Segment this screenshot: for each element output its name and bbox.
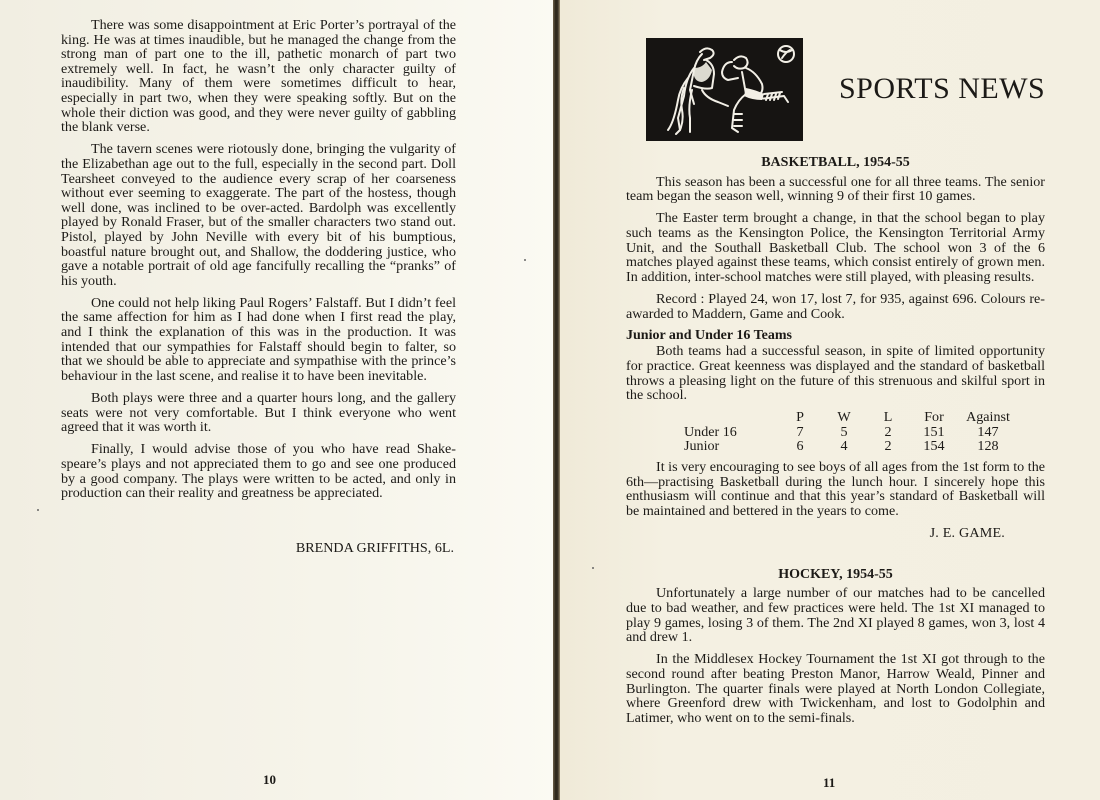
sports-illustration-svg <box>646 38 803 141</box>
basketball-paragraph: This season has been a successful one for all three teams. The senior team began the season well, winning 9 of their first 10 games. <box>626 173 1045 205</box>
article-paragraph: There was some disappointment at Eric Porter’s portrayal of the king. He was at times inaudible, but he managed the change from the strong man of part one to the ill, pathetic monarch of part two extremely well. In fact, he wasn’t the only character guilty of inaudibility. Many of them were sometimes difficult to hear, especially in part two, when they were speaking softly. But on the whole their diction was good, and they were never guilty of gabbling the blank verse. <box>61 17 456 136</box>
hockey-heading: HOCKEY, 1954-55 <box>778 566 893 582</box>
junior-teams-subheading: Junior and Under 16 Teams <box>626 327 792 343</box>
print-speck <box>524 259 526 261</box>
page-number-right: 11 <box>823 775 836 790</box>
table-header: P <box>796 409 804 426</box>
table-row <box>684 439 1018 454</box>
table-cell: 4 <box>840 438 848 455</box>
basketball-record: Record : Played 24, won 17, lost 7, for 935, against 696. Colours re-awarded to Maddern, Game and Cook. <box>626 290 1045 322</box>
print-speck <box>592 567 594 569</box>
left-page-article <box>61 18 456 508</box>
article-paragraph: Both plays were three and a quarter hours long, and the gallery seats were not very comfortable. But I think everyone who went agreed that it was worth it. <box>61 390 456 436</box>
basketball-closing-paragraph: It is very encouraging to see boys of all ages from the 1st form to the 6th—practising Basketball during the lunch hour. I sincerely hope this enthusiasm will continue and that this year’s standard of Basketball will be maintained and bettered in the years to come. <box>626 459 1045 519</box>
section-title: SPORTS NEWS <box>839 72 1046 105</box>
article-paragraph: The tavern scenes were riotously done, bringing the vulgarity of the Elizabethan age out to the full, especially in the second part. Doll Tearsheet conveyed to the audience every scrap of her coarseness without ever seeming to exaggerate. The part of the hostess, though well done, was inclined to be over-acted. Bardolph was excellently played by Ronald Fraser, but of the smaller characters two stand out. Pistol, played by John Neville with every bit of his bumptious, boastful nature brought out, and Shallow, the doddering justice, who gave a notable portrait of old age fancifully recalling the “pranks” of his youth. <box>61 141 456 289</box>
spacer <box>626 548 1045 560</box>
hockey-and-football-players-icon <box>646 38 803 141</box>
table-header-row <box>684 410 1018 425</box>
article-paragraph: Finally, I would advise those of you who have read Shakespeare’s plays and not appreciated them to go and see one produced by a good company. The plays were written to be acted, and only in production can their reality and greatness be appreciated. <box>61 441 456 502</box>
page-number-left: 10 <box>263 772 276 787</box>
table-cell: Junior <box>684 438 720 455</box>
table-cell: 2 <box>884 438 892 455</box>
table-cell: 7 <box>796 423 804 440</box>
hockey-paragraph: In the Middlesex Hockey Tournament the 1st XI got through to the second round after beating Preston Manor, Harrow Weald, Pinner and Burlington. The quarter finals were played at North London Collegiate, where Greenford drew with Twickenham, and lost to Godolphin and Latimer, who went on to the semi-finals. <box>626 651 1045 726</box>
sports-news-content <box>626 156 1045 733</box>
print-speck <box>37 509 39 511</box>
table-cell: 5 <box>840 423 848 440</box>
basketball-results-table <box>684 410 1018 454</box>
junior-teams-paragraph: Both teams had a successful season, in spite of limited opportunity for practice. Great keenness was displayed and the standard of basketball throws a pleasing light on the future of this strenuous and skilful sport in the school. <box>626 343 1045 404</box>
table-cell: 154 <box>923 438 945 455</box>
book-binding <box>553 0 560 800</box>
basketball-heading: BASKETBALL, 1954-55 <box>761 155 910 170</box>
table-cell: 2 <box>884 423 892 440</box>
basketball-paragraph: The Easter term brought a change, in that the school began to play such teams as the Kensington Police, the Kensington Territorial Army Unit, and the Southall Basketball Club. The school won 3 of the 6 matches played against these teams, which consist entirely of grown men. In addition, inter-school matches were still played, with pleasing results. <box>626 210 1045 285</box>
table-header: Against <box>966 409 1010 426</box>
table-cell: Under 16 <box>684 423 737 440</box>
table-header: W <box>837 409 851 426</box>
table-cell: 6 <box>796 438 804 455</box>
table-cell: 151 <box>923 423 945 440</box>
basketball-signature: J. E. GAME. <box>929 525 1005 542</box>
article-signature: BRENDA GRIFFITHS, 6L. <box>295 540 454 556</box>
table-header: For <box>924 409 944 426</box>
article-paragraph: One could not help liking Paul Rogers’ Falstaff. But I didn’t feel the same affection for him as I had done when I first read the play, and I think the explanation of this was in the production. It was intended that our sympathies for Falstaff should begin to falter, so that we should be able to appreciate and sympathise with the prince’s behaviour in the last scene, and realise it to have been inevitable. <box>61 294 456 384</box>
table-row <box>684 425 1018 440</box>
hockey-paragraph: Unfortunately a large number of our matches had to be cancelled due to bad weather, and few practices were held. The 1st XI managed to play 9 games, losing 3 of them. The 2nd XI played 8 games, won 3, lost 4 and drew 1. <box>626 585 1045 646</box>
table-header: L <box>883 409 893 426</box>
table-header <box>684 410 778 425</box>
table-cell: 147 <box>977 423 999 440</box>
table-cell: 128 <box>977 438 999 455</box>
